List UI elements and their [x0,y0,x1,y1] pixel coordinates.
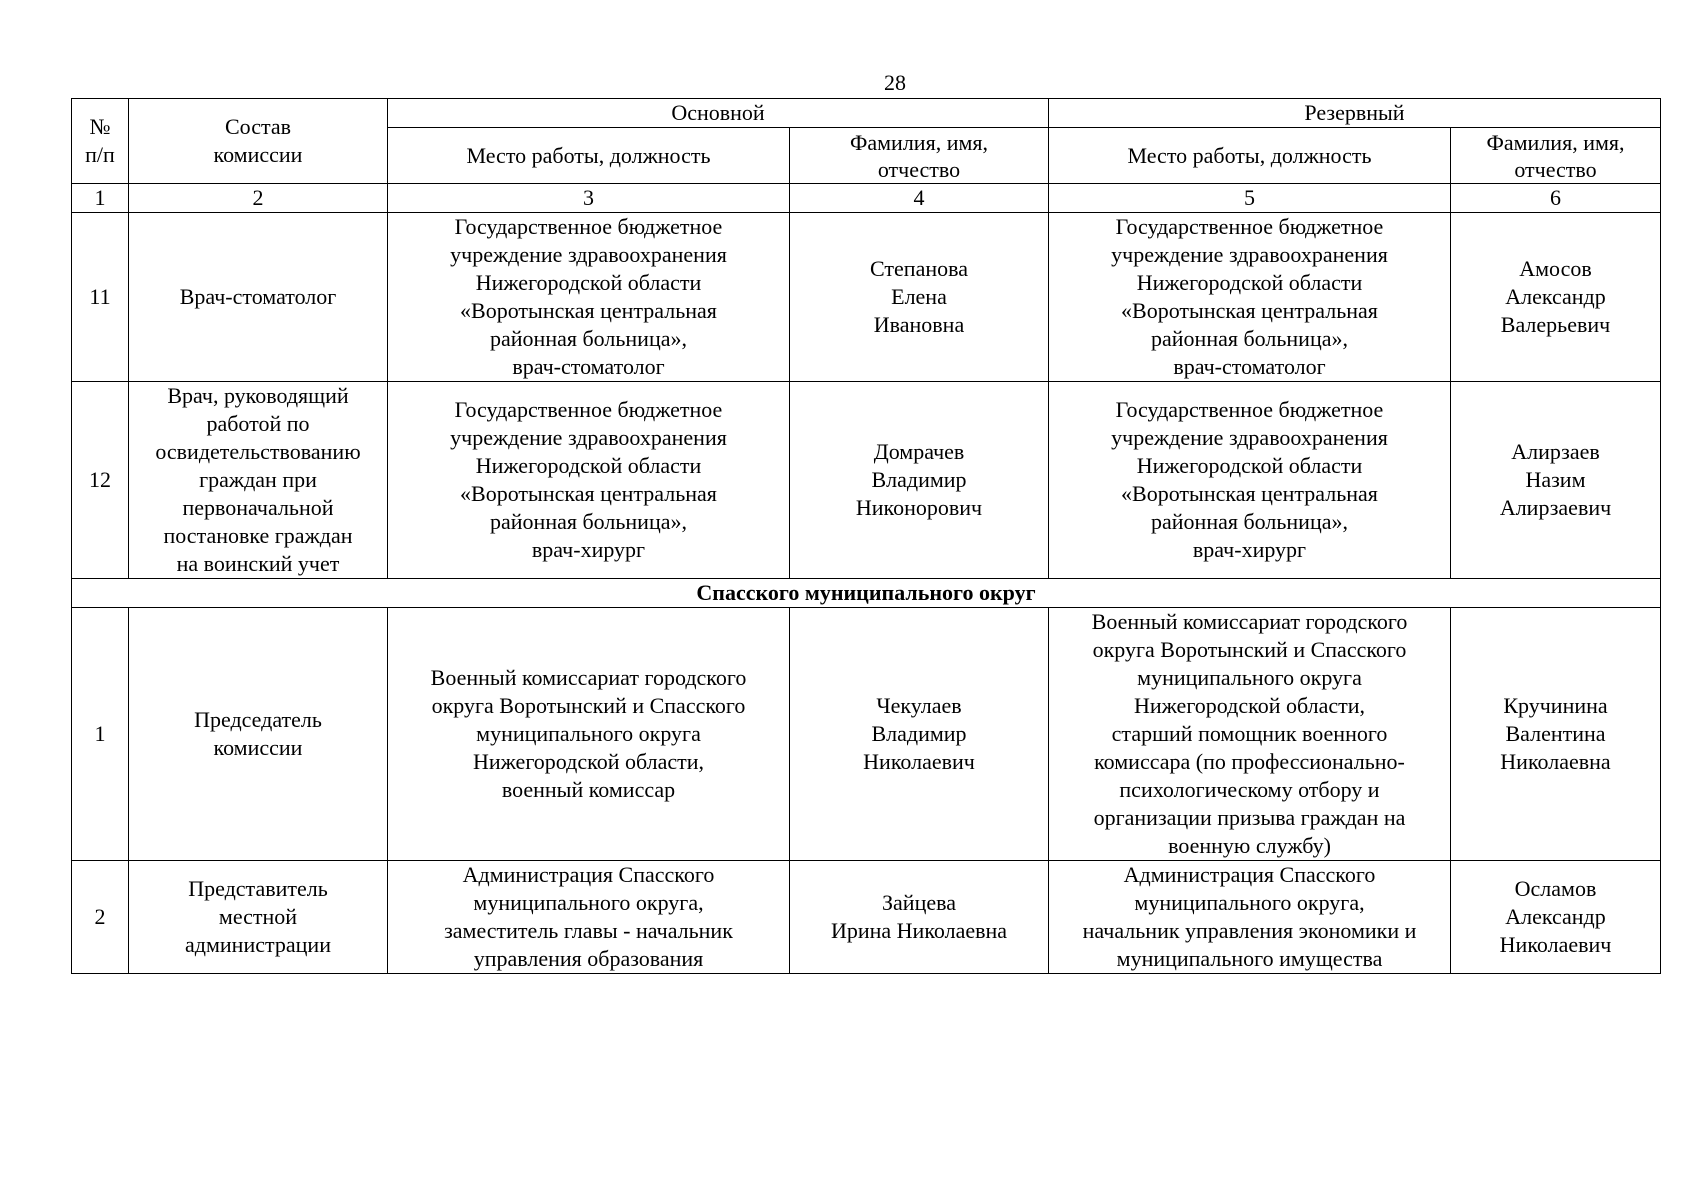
header-reserve-workplace: Место работы, должность [1049,128,1451,184]
table-row [72,608,1661,861]
table-row [72,382,1661,579]
row-number: 12 [72,382,129,579]
header-reserve-fio: Фамилия, имя, отчество [1451,128,1661,184]
column-number: 3 [388,184,790,213]
column-number: 6 [1451,184,1661,213]
row-main-name: Зайцева Ирина Николаевна [790,861,1049,974]
row-reserve-name: Осламов Александр Николаевич [1451,861,1661,974]
column-number: 1 [72,184,129,213]
header-main-fio: Фамилия, имя, отчество [790,128,1049,184]
row-reserve-name: Кручинина Валентина Николаевна [1451,608,1661,861]
header-num: № п/п [72,99,129,184]
row-role: Председатель комиссии [129,608,388,861]
row-main-workplace: Государственное бюджетное учреждение здравоохранения Нижегородской области «Воротынская центральная районная больница», врач-хирург [388,382,790,579]
row-reserve-workplace: Государственное бюджетное учреждение здравоохранения Нижегородской области «Воротынская центральная районная больница», врач-стоматолог [1049,213,1451,382]
row-role: Врач-стоматолог [129,213,388,382]
header-composition: Состав комиссии [129,99,388,184]
table-row [72,861,1661,974]
row-reserve-workplace: Военный комиссариат городского округа Воротынский и Спасского муниципального округа Нижегородской области, старший помощник военного комиссара (по профессионально- психологическому отбору и организации призыва граждан на военную службу) [1049,608,1451,861]
row-reserve-workplace: Государственное бюджетное учреждение здравоохранения Нижегородской области «Воротынская центральная районная больница», врач-хирург [1049,382,1451,579]
row-main-name: Степанова Елена Ивановна [790,213,1049,382]
column-number-row [72,184,1661,213]
row-number: 1 [72,608,129,861]
column-number: 2 [129,184,388,213]
row-reserve-name: Алирзаев Назим Алирзаевич [1451,382,1661,579]
row-main-workplace: Государственное бюджетное учреждение здравоохранения Нижегородской области «Воротынская центральная районная больница», врач-стоматолог [388,213,790,382]
page-number: 28 [884,70,906,95]
header-reserve: Резервный [1049,99,1661,128]
section-row [72,579,1661,608]
header-main-workplace: Место работы, должность [388,128,790,184]
row-reserve-name: Амосов Александр Валерьевич [1451,213,1661,382]
row-main-workplace: Военный комиссариат городского округа Воротынский и Спасского муниципального округа Нижегородской области, военный комиссар [388,608,790,861]
row-role: Представитель местной администрации [129,861,388,974]
column-number: 4 [790,184,1049,213]
row-number: 2 [72,861,129,974]
commission-table [71,98,1661,974]
column-number: 5 [1049,184,1451,213]
row-number: 11 [72,213,129,382]
header-row-1 [72,99,1661,128]
row-main-name: Домрачев Владимир Никонорович [790,382,1049,579]
table-row [72,213,1661,382]
row-reserve-workplace: Администрация Спасского муниципального округа, начальник управления экономики и муниципального имущества [1049,861,1451,974]
row-main-workplace: Администрация Спасского муниципального округа, заместитель главы - начальник управления образования [388,861,790,974]
header-main: Основной [388,99,1049,128]
section-title: Спасского муниципального округ [72,579,1661,608]
row-main-name: Чекулаев Владимир Николаевич [790,608,1049,861]
row-role: Врач, руководящий работой по освидетельствованию граждан при первоначальной постановке граждан на воинский учет [129,382,388,579]
